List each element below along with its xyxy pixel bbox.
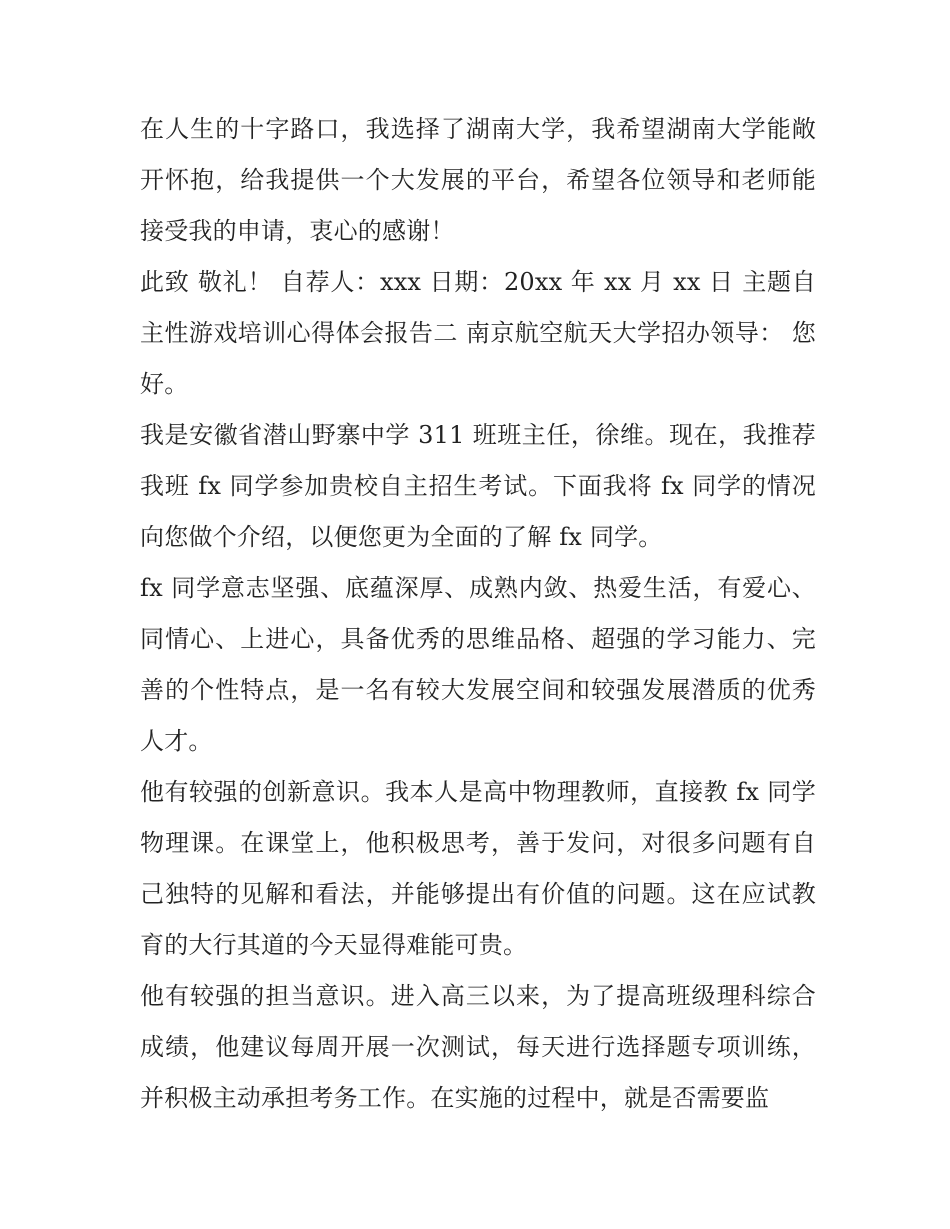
paragraph-innovation: 他有较强的创新意识。我本人是高中物理教师，直接教 fx 同学物理课。在课堂上，他积极思考，善于发问，对很多问题有自己独特的见解和看法，并能够提出有价值的问题。这在应试教育的大行其道的今天显得难能可贵。	[140, 778, 816, 959]
paragraph-salutation-heading: 此致 敬礼！ 自荐人：xxx 日期：20xx 年 xx 月 xx 日 主题自主性游戏培训心得体会报告二 南京航空航天大学招办领导： 您好。	[140, 268, 816, 398]
paragraph-responsibility: 他有较强的担当意识。进入高三以来，为了提高班级理科综合成绩，他建议每周开展一次测试，每天进行选择题专项训练，并积极主动承担考务工作。在实施的过程中，就是否需要监	[140, 982, 816, 1112]
paragraph-student-character: fx 同学意志坚强、底蕴深厚、成熟内敛、热爱生活，有爱心、同情心、上进心，具备优秀的思维品格、超强的学习能力、完善的个性特点，是一名有较大发展空间和较强发展潜质的优秀人才。	[140, 574, 816, 755]
document-body	[140, 104, 816, 1124]
paragraph-recommender-intro: 我是安徽省潜山野寨中学 311 班班主任，徐维。现在，我推荐我班 fx 同学参加贵校自主招生考试。下面我将 fx 同学的情况向您做个介绍，以便您更为全面的了解 fx 同学。	[140, 421, 816, 551]
paragraph-closing-request: 在人生的十字路口，我选择了湖南大学，我希望湖南大学能敞开怀抱，给我提供一个大发展的平台，希望各位领导和老师能接受我的申请，衷心的感谢！	[140, 115, 816, 245]
